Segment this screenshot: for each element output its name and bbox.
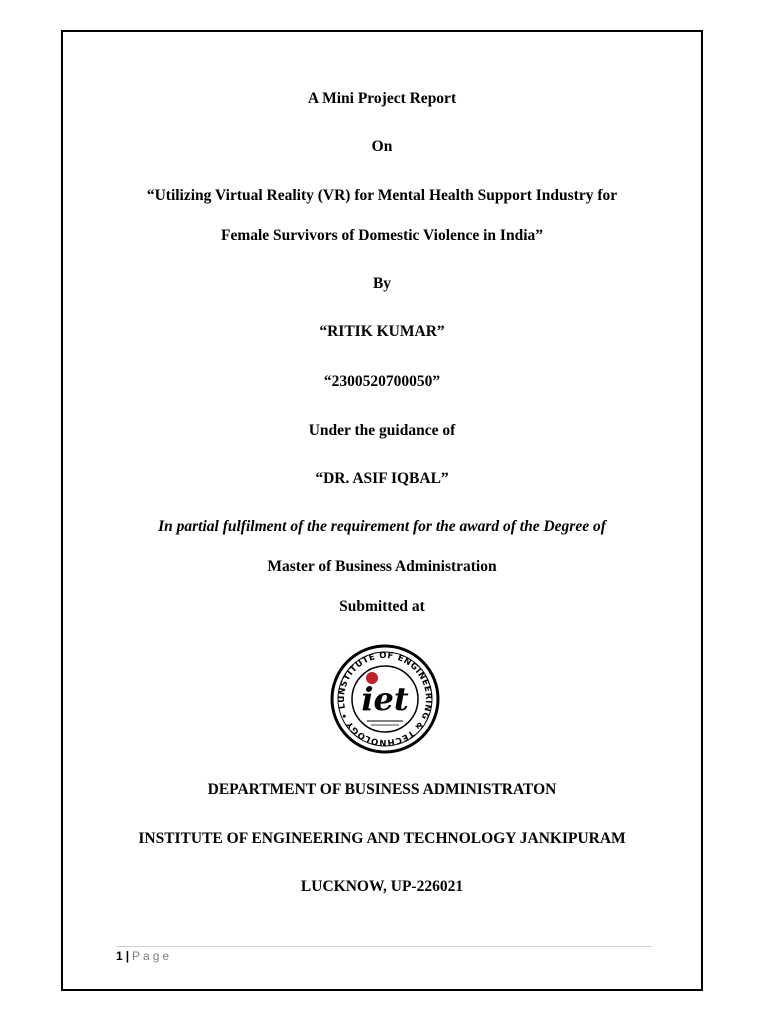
- fulfilment-statement: In partial fulfilment of the requirement for the award of the Degree of: [158, 518, 606, 535]
- submitted-at-label: Submitted at: [339, 598, 425, 615]
- seal-monogram: iet: [361, 680, 409, 718]
- by-label: By: [372, 275, 392, 292]
- guide-name: “DR. ASIF IQBAL”: [315, 470, 449, 487]
- project-title-line-2: Female Survivors of Domestic Violence in India”: [220, 227, 544, 244]
- roll-number: “2300520700050”: [323, 373, 441, 390]
- project-title-line-1: “Utilizing Virtual Reality (VR) for Mental Health Support Industry for: [146, 187, 618, 204]
- guidance-label: Under the guidance of: [308, 422, 456, 439]
- footer-separator: |: [125, 949, 130, 963]
- author-name: “RITIK KUMAR”: [319, 323, 445, 340]
- page-number: 1: [116, 949, 123, 963]
- institute-name: INSTITUTE OF ENGINEERING AND TECHNOLOGY JANKIPURAM: [138, 830, 626, 847]
- degree-name: Master of Business Administration: [267, 558, 497, 575]
- iet-logo: [329, 643, 441, 755]
- report-heading: A Mini Project Report: [307, 90, 457, 107]
- iet-seal-icon: [329, 643, 441, 755]
- page-label: Page: [132, 949, 173, 963]
- on-label: On: [371, 138, 393, 155]
- seal-ring-text: INSTITUTE OF ENGINEERING & TECHNOLOGY • LU: [336, 650, 434, 748]
- institute-location: LUCKNOW, UP-226021: [300, 878, 464, 895]
- footer-divider: [116, 946, 652, 947]
- page-footer: [116, 948, 172, 964]
- department-name: DEPARTMENT OF BUSINESS ADMINISTRATON: [207, 781, 557, 798]
